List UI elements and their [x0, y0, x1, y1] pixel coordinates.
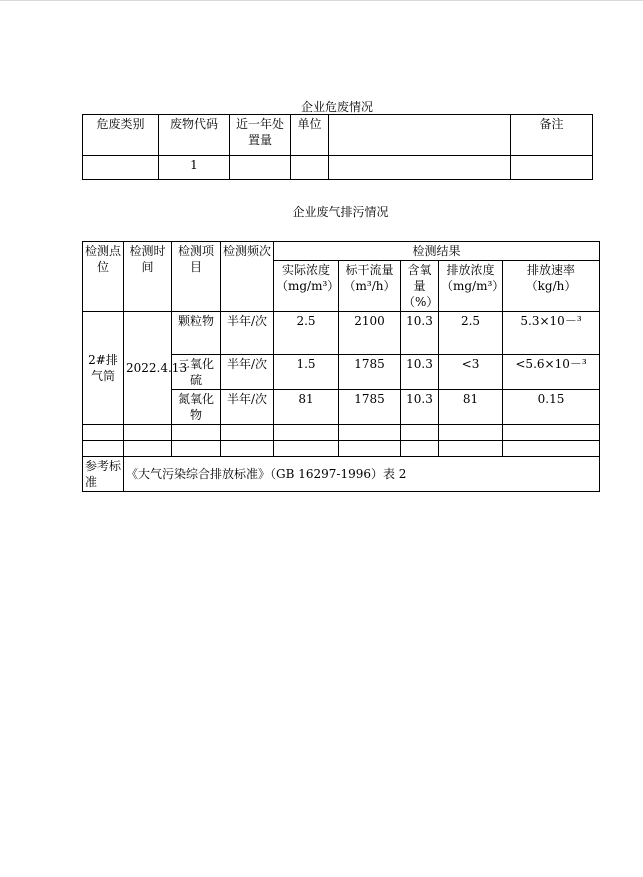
cell-category [83, 156, 159, 180]
empty-row [83, 441, 600, 457]
cell-emission-rate: 5.3×10－³ [503, 312, 600, 355]
cell-emission-rate: 0.15 [503, 390, 600, 425]
header-blank [329, 115, 511, 156]
cell-dry-flow: 1785 [339, 355, 401, 390]
cell-emission-conc: 81 [439, 390, 503, 425]
exhaust-title: 企业废气排污情况 [292, 205, 389, 219]
cell-emission-conc: 2.5 [439, 312, 503, 355]
header-frequency: 检测频次 [221, 242, 274, 312]
header-item: 检测项目 [172, 242, 221, 312]
header-oxygen: 含氧量（%） [401, 261, 439, 312]
header-emission-rate: 排放速率（kg/h） [503, 261, 600, 312]
cell-frequency: 半年/次 [221, 355, 274, 390]
cell-remark [511, 156, 593, 180]
cell-blank [329, 156, 511, 180]
cell-actual-conc: 1.5 [274, 355, 339, 390]
cell-unit [291, 156, 329, 180]
cell-oxygen: 10.3 [401, 355, 439, 390]
empty-row [83, 425, 600, 441]
cell-emission-rate: <5.6×10－³ [503, 355, 600, 390]
hazardous-waste-table [82, 114, 593, 180]
cell-frequency: 半年/次 [221, 390, 274, 425]
exhaust-table [82, 241, 600, 492]
table-header-row [83, 242, 600, 261]
reference-row [83, 457, 600, 492]
header-disposal: 近一年处置量 [230, 115, 291, 156]
header-code: 废物代码 [159, 115, 230, 156]
cell-frequency: 半年/次 [221, 312, 274, 355]
cell-time: 2022.4.13 [124, 312, 172, 425]
cell-item: 氮氧化物 [172, 390, 221, 425]
cell-oxygen: 10.3 [401, 312, 439, 355]
cell-actual-conc: 2.5 [274, 312, 339, 355]
reference-text: 《大气污染综合排放标准》（GB 16297-1996）表 2 [124, 457, 600, 492]
table-row [83, 156, 593, 180]
header-emission-conc: 排放浓度（mg/m³） [439, 261, 503, 312]
cell-item: 二氧化硫 [172, 355, 221, 390]
page-top-border [0, 0, 643, 1]
cell-code: 1 [159, 156, 230, 180]
cell-item: 颗粒物 [172, 312, 221, 355]
header-remark: 备注 [511, 115, 593, 156]
cell-disposal [230, 156, 291, 180]
cell-dry-flow: 1785 [339, 390, 401, 425]
header-point: 检测点位 [83, 242, 124, 312]
header-time: 检测时间 [124, 242, 172, 312]
header-results: 检测结果 [274, 242, 600, 261]
header-dry-flow: 标干流量（m³/h） [339, 261, 401, 312]
table-header-row [83, 115, 593, 156]
hazardous-waste-title: 企业危废情况 [300, 100, 373, 114]
table-row [83, 312, 600, 355]
cell-actual-conc: 81 [274, 390, 339, 425]
cell-oxygen: 10.3 [401, 390, 439, 425]
header-unit: 单位 [291, 115, 329, 156]
header-category: 危废类别 [83, 115, 159, 156]
cell-emission-conc: <3 [439, 355, 503, 390]
cell-point: 2#排气筒 [83, 312, 124, 425]
reference-label: 参考标准 [83, 457, 124, 492]
cell-dry-flow: 2100 [339, 312, 401, 355]
header-actual-conc: 实际浓度（mg/m³） [274, 261, 339, 312]
